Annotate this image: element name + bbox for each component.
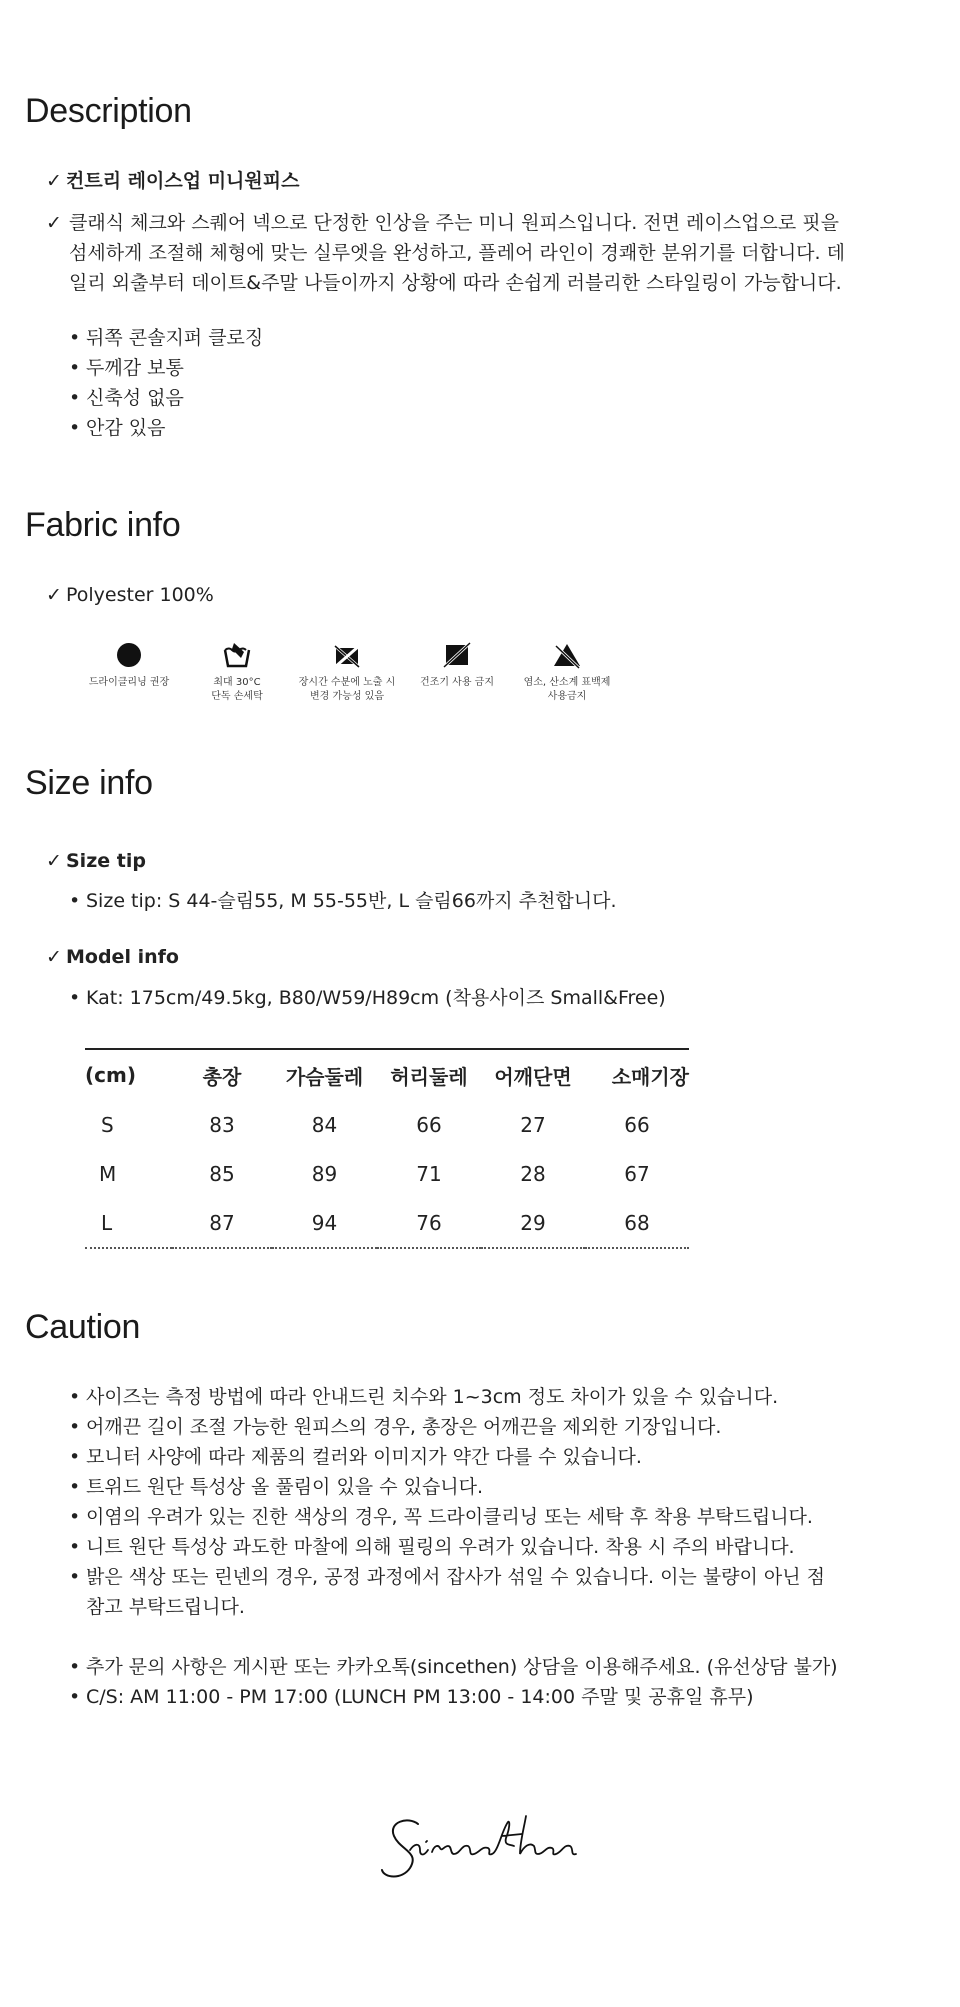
- hand-wash-icon: [222, 640, 252, 670]
- table-cell: 71: [416, 1161, 442, 1186]
- table-cell: 84: [311, 1112, 338, 1137]
- model-info-heading-line: [46, 942, 179, 972]
- table-cell: 68: [624, 1210, 650, 1235]
- caution-list: [69, 1382, 829, 1622]
- list-item: • Kat: 175cm/49.5kg, B80/W59/H89cm (착용사이즈 Small&Free): [69, 983, 666, 1013]
- table-cell: 67: [624, 1161, 650, 1186]
- check-icon: ✓: [46, 850, 62, 872]
- list-item: • 뒤쪽 콘솔지퍼 클로징: [69, 323, 263, 353]
- table-header: 허리둘레: [390, 1064, 468, 1089]
- caution-title: Caution: [25, 1308, 141, 1346]
- table-cell: 27: [520, 1112, 546, 1137]
- model-info-list: [69, 983, 666, 1013]
- table-cell: M: [99, 1161, 117, 1186]
- list-item: • 트위드 원단 특성상 올 풀림이 있을 수 있습니다.: [69, 1472, 829, 1502]
- table-cell: 76: [416, 1210, 442, 1235]
- table-header-row: [85, 1049, 689, 1100]
- table-cell: L: [101, 1210, 113, 1235]
- care-item-dry-clean: 드라이클리닝 권장: [74, 640, 184, 690]
- product-name-line: [46, 166, 299, 196]
- table-header: 어깨단면: [494, 1064, 572, 1089]
- fabric-composition-line: [46, 580, 214, 610]
- list-item: • 사이즈는 측정 방법에 따라 안내드린 치수와 1~3cm 정도 차이가 있을 수 있습니다.: [69, 1382, 829, 1412]
- brand-logo: [380, 1808, 580, 1892]
- check-icon: ✓: [46, 170, 62, 192]
- check-icon: ✓: [46, 212, 62, 234]
- feature-list: [69, 323, 263, 443]
- table-cell: 85: [209, 1161, 235, 1186]
- list-item: • 두께감 보통: [69, 353, 263, 383]
- table-cell: 66: [416, 1112, 442, 1137]
- care-item-hand-wash: 최대 30°C 단독 손세탁: [182, 640, 292, 704]
- list-item: • 어깨끈 길이 조절 가능한 원피스의 경우, 총장은 어깨끈을 제외한 기장입니다.: [69, 1412, 829, 1442]
- no-tumble-dry-icon: [442, 640, 472, 670]
- table-row: [85, 1100, 689, 1149]
- care-item-no-tumble-dry: 건조기 사용 금지: [402, 640, 512, 690]
- product-name: 컨트리 레이스업 미니원피스: [66, 170, 300, 192]
- table-header: 소매기장: [611, 1064, 689, 1089]
- no-sun-icon: [332, 640, 362, 670]
- size-title: Size info: [25, 764, 153, 802]
- table-cell: 83: [209, 1112, 235, 1137]
- table-cell: 89: [311, 1161, 338, 1186]
- list-item: • C/S: AM 11:00 - PM 17:00 (LUNCH PM 13:00 - 14:00 주말 및 공휴일 휴무): [69, 1682, 869, 1712]
- no-bleach-icon: [552, 640, 582, 670]
- fabric-composition: Polyester 100%: [66, 584, 214, 606]
- table-header: (cm): [85, 1063, 136, 1087]
- size-tip-heading: Size tip: [66, 850, 146, 872]
- list-item: • 추가 문의 사항은 게시판 또는 카카오톡(sincethen) 상담을 이용해주세요. (유선상담 불가): [69, 1652, 869, 1682]
- list-item: • Size tip: S 44-슬림55, M 55-55반, L 슬림66까지 추천합니다.: [69, 886, 617, 916]
- table-cell: S: [101, 1112, 114, 1137]
- check-icon: ✓: [46, 584, 62, 606]
- table-row: [85, 1149, 689, 1198]
- check-icon: ✓: [46, 946, 62, 968]
- table-cell: 87: [209, 1210, 235, 1235]
- table-cell: 94: [311, 1210, 338, 1235]
- table-row: [85, 1198, 689, 1248]
- sincethen-logo: [380, 1808, 580, 1888]
- care-item-no-sun: 장시간 수분에 노출 시 변경 가능성 있음: [292, 640, 402, 704]
- care-item-no-bleach: 염소, 산소계 표백제 사용금지: [512, 640, 622, 704]
- list-item: • 이염의 우려가 있는 진한 색상의 경우, 꼭 드라이클리닝 또는 세탁 후 착용 부탁드립니다.: [69, 1502, 829, 1532]
- table-header: 가슴둘레: [285, 1064, 364, 1089]
- model-info-heading: Model info: [66, 946, 179, 968]
- table-cell: 28: [520, 1161, 546, 1186]
- list-item: • 니트 원단 특성상 과도한 마찰에 의해 필링의 우려가 있습니다. 착용 시 주의 바랍니다.: [69, 1532, 829, 1562]
- list-item: • 신축성 없음: [69, 383, 263, 413]
- description-title: Description: [25, 92, 192, 130]
- care-icons-row: [70, 640, 630, 710]
- size-table: [85, 1048, 689, 1249]
- description-paragraph-block: [46, 208, 849, 298]
- table-header: 총장: [202, 1064, 242, 1089]
- list-item: • 모니터 사양에 따라 제품의 컬러와 이미지가 약간 다를 수 있습니다.: [69, 1442, 829, 1472]
- dry-clean-icon: [114, 640, 144, 670]
- size-tip-list: [69, 886, 617, 916]
- description-paragraph: 클래식 체크와 스퀘어 넥으로 단정한 인상을 주는 미니 원피스입니다. 전면 레이스업으로 핏을 섬세하게 조절해 체형에 맞는 실루엣을 완성하고, 플레어 라인이 경쾌한 분위기를 더합니다. 데일리 외출부터 데이트&주말 나들이까지 상황에 따라 손쉽게 러블리한 스타일링이 가능합니다.: [69, 212, 845, 294]
- list-item: • 안감 있음: [69, 413, 263, 443]
- table-cell: 29: [520, 1210, 546, 1235]
- list-item: • 밝은 색상 또는 린넨의 경우, 공정 과정에서 잡사가 섞일 수 있습니다. 이는 불량이 아닌 점 참고 부탁드립니다.: [69, 1562, 829, 1622]
- table-cell: 66: [624, 1112, 650, 1137]
- size-tip-heading-line: [46, 846, 146, 876]
- contact-list: [69, 1652, 869, 1712]
- fabric-title: Fabric info: [25, 506, 181, 544]
